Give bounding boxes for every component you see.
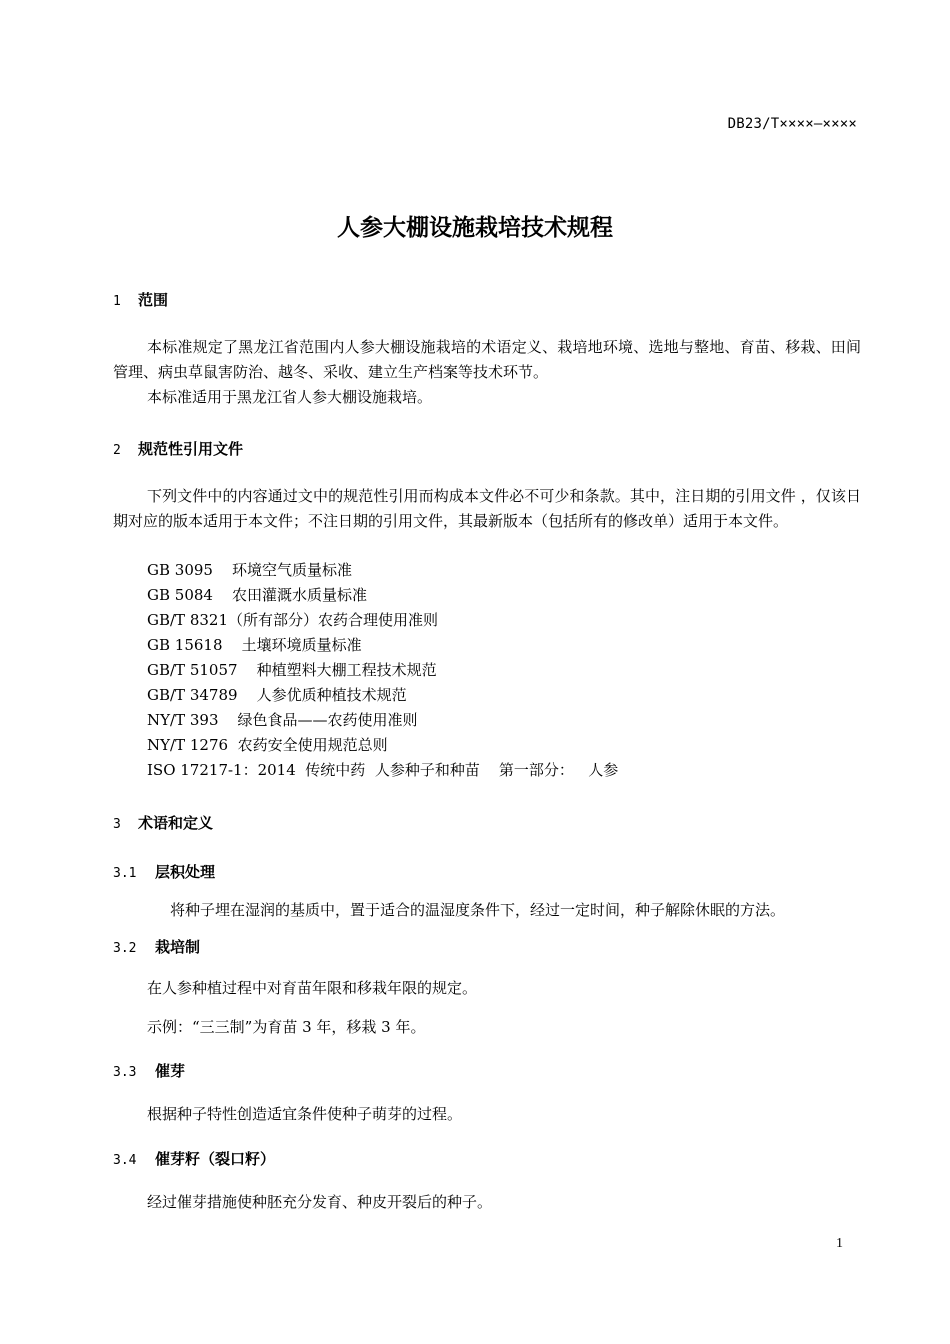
term-name: 栽培制 <box>155 938 201 956</box>
section-number: 3 <box>113 817 121 832</box>
term-3-3-definition: 根据种子特性创造适宜条件使种子萌芽的过程。 <box>147 1105 463 1123</box>
section-1-heading <box>113 289 168 310</box>
reference-item: ISO 17217-1：2014 传统中药 人参种子和种苗 第一部分： 人参 <box>147 761 619 779</box>
reference-item: GB/T 8321（所有部分）农药合理使用准则 <box>147 611 439 629</box>
reference-item: GB 15618 土壤环境质量标准 <box>147 636 362 654</box>
section-title: 规范性引用文件 <box>138 440 244 458</box>
section-number: 1 <box>113 294 121 309</box>
section-3-heading <box>113 812 213 833</box>
term-name: 催芽 <box>155 1062 186 1080</box>
term-number: 3.1 <box>113 866 137 881</box>
term-3-2-heading <box>113 936 200 957</box>
section-number: 2 <box>113 443 121 458</box>
document-title: 人参大棚设施栽培技术规程 <box>337 215 613 241</box>
reference-item: NY/T 1276 农药安全使用规范总则 <box>147 736 388 754</box>
reference-item: NY/T 393 绿色食品——农药使用准则 <box>147 711 418 729</box>
scope-paragraph-1: 本标准规定了黑龙江省范围内人参大棚设施栽培的术语定义、栽培地环境、选地与整地、育苗、移栽、田间管理、病虫草鼠害防治、越冬、采收、建立生产档案等技术环节。 <box>113 338 861 381</box>
term-3-2-definition: 在人参种植过程中对育苗年限和移栽年限的规定。 <box>147 979 478 997</box>
reference-item: GB 5084 农田灌溉水质量标准 <box>147 586 368 604</box>
term-3-1-definition: 将种子埋在湿润的基质中，置于适合的温湿度条件下，经过一定时间，种子解除休眠的方法。 <box>170 901 786 919</box>
term-name: 催芽籽（裂口籽） <box>155 1150 276 1168</box>
term-3-1-heading <box>113 861 215 882</box>
page-number: 1 <box>836 1236 843 1251</box>
term-3-4-heading <box>113 1148 275 1169</box>
scope-paragraph-2: 本标准适用于黑龙江省人参大棚设施栽培。 <box>147 388 433 406</box>
term-3-4-definition: 经过催芽措施使种胚充分发育、种皮开裂后的种子。 <box>147 1193 493 1211</box>
reference-item: GB/T 34789 人参优质种植技术规范 <box>147 686 407 704</box>
section-title: 术语和定义 <box>138 814 214 832</box>
section-title: 范围 <box>138 291 169 309</box>
term-3-3-heading <box>113 1060 185 1081</box>
term-number: 3.3 <box>113 1065 137 1080</box>
reference-item: GB/T 51057 种植塑料大棚工程技术规范 <box>147 661 437 679</box>
term-number: 3.4 <box>113 1153 137 1168</box>
term-name: 层积处理 <box>155 863 216 881</box>
term-number: 3.2 <box>113 941 137 956</box>
reference-item: GB 3095 环境空气质量标准 <box>147 561 353 579</box>
references-intro: 下列文件中的内容通过文中的规范性引用而构成本文件必不可少和条款。其中，注日期的引用文件 ，仅该日期对应的版本适用于本文件；不注日期的引用文件，其最新版本（包括所有的修改单）适用于本文件。 <box>113 487 861 530</box>
section-2-heading <box>113 438 243 459</box>
standard-code: DB23/T××××—×××× <box>727 116 857 132</box>
term-3-2-example: 示例：“三三制”为育苗 3 年，移栽 3 年。 <box>147 1018 426 1036</box>
reference-list <box>147 558 618 783</box>
